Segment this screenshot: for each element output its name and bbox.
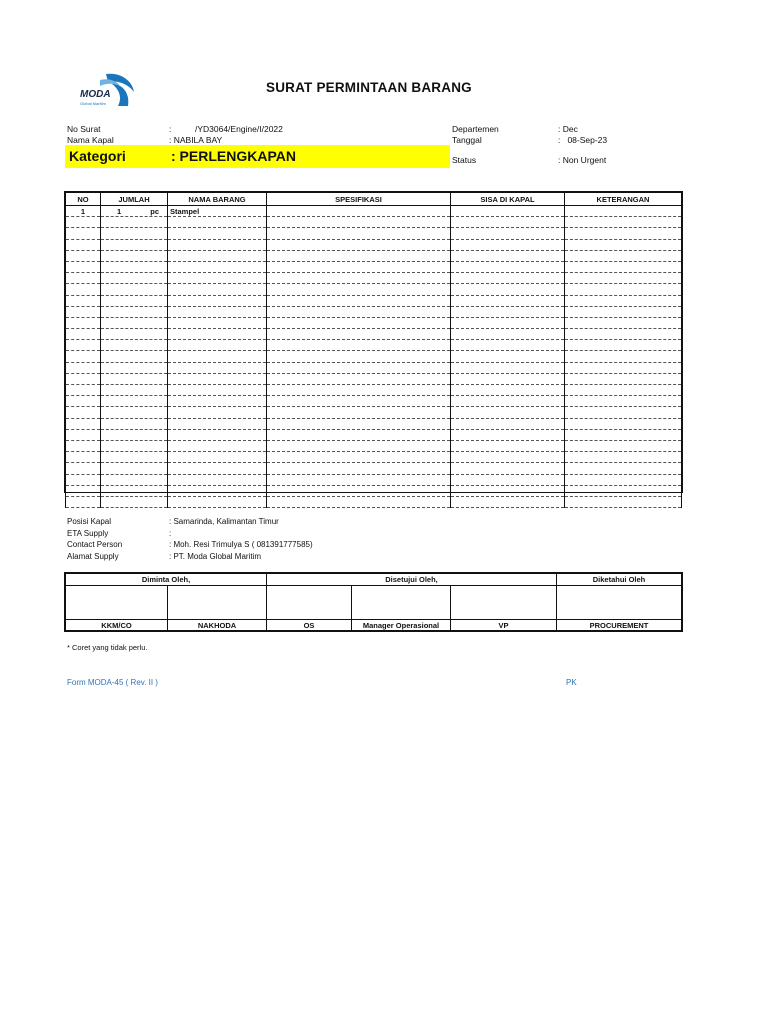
table-cell <box>565 362 682 373</box>
table-row <box>66 463 682 474</box>
posisi-label: Posisi Kapal <box>67 517 112 526</box>
role-procurement: PROCUREMENT <box>557 620 682 631</box>
table-cell <box>66 250 101 261</box>
table-row <box>66 329 682 340</box>
table-cell <box>267 418 451 429</box>
table-cell <box>168 385 267 396</box>
table-cell <box>267 362 451 373</box>
table-cell <box>451 362 565 373</box>
table-row <box>66 474 682 485</box>
table-cell <box>101 317 168 328</box>
tanggal-value: : 08-Sep-23 <box>558 135 608 145</box>
table-row <box>66 407 682 418</box>
cell-sisa-di-kapal <box>451 206 565 217</box>
table-cell <box>101 440 168 451</box>
role-vp: VP <box>451 620 557 631</box>
table-row <box>66 362 682 373</box>
table-row <box>66 206 682 217</box>
table-cell <box>168 250 267 261</box>
table-row <box>66 317 682 328</box>
jumlah-value: 1 <box>117 206 122 216</box>
table-cell <box>565 306 682 317</box>
table-cell <box>565 385 682 396</box>
table-row <box>66 273 682 284</box>
table-cell <box>451 385 565 396</box>
table-cell <box>267 496 451 507</box>
departemen-value: : Dec <box>558 124 578 134</box>
table-row <box>66 452 682 463</box>
table-cell <box>565 317 682 328</box>
table-cell <box>66 474 101 485</box>
contact-value: : Moh. Resi Trimulya S ( 081391777585) <box>169 540 313 549</box>
table-cell <box>66 261 101 272</box>
table-cell <box>267 250 451 261</box>
table-cell <box>168 228 267 239</box>
table-cell <box>565 463 682 474</box>
table-cell <box>101 496 168 507</box>
table-cell <box>451 452 565 463</box>
eta-label: ETA Supply <box>67 528 109 538</box>
table-cell <box>451 340 565 351</box>
table-row <box>66 396 682 407</box>
table-cell <box>565 440 682 451</box>
table-cell <box>101 261 168 272</box>
table-row <box>66 261 682 272</box>
table-row <box>66 440 682 451</box>
table-cell <box>66 273 101 284</box>
table-row <box>66 217 682 228</box>
table-cell <box>267 373 451 384</box>
table-cell <box>267 452 451 463</box>
role-os: OS <box>267 620 352 631</box>
supply-info <box>67 516 122 562</box>
table-cell <box>101 452 168 463</box>
signature-space-row <box>66 586 682 620</box>
cell-spesifikasi <box>267 206 451 217</box>
table-cell <box>168 474 267 485</box>
table-cell <box>168 306 267 317</box>
table-cell <box>168 407 267 418</box>
table-cell <box>565 340 682 351</box>
table-row <box>66 284 682 295</box>
table-cell <box>565 295 682 306</box>
items-table <box>64 191 683 493</box>
table-cell <box>267 284 451 295</box>
table-cell <box>451 418 565 429</box>
contact-label: Contact Person <box>67 540 123 549</box>
table-cell <box>101 429 168 440</box>
table-cell <box>168 362 267 373</box>
role-nakhoda: NAKHODA <box>168 620 267 631</box>
table-cell <box>565 329 682 340</box>
table-row <box>66 228 682 239</box>
kategori-value: : PERLENGKAPAN <box>171 148 296 164</box>
role-manager-operasional: Manager Operasional <box>352 620 451 631</box>
jumlah-unit: pc <box>150 206 159 216</box>
col-header-sisa-di-kapal: SISA DI KAPAL <box>451 193 565 206</box>
table-cell <box>168 273 267 284</box>
tanggal-label: Tanggal <box>452 135 482 145</box>
table-cell <box>565 261 682 272</box>
table-cell <box>66 284 101 295</box>
table-cell <box>101 228 168 239</box>
table-cell <box>66 329 101 340</box>
table-cell <box>267 317 451 328</box>
table-cell <box>565 273 682 284</box>
table-cell <box>565 407 682 418</box>
table-cell <box>66 306 101 317</box>
table-cell <box>168 239 267 250</box>
no-surat-value: : /YD3064/Engine/I/2022 <box>169 124 283 134</box>
table-cell <box>451 440 565 451</box>
table-cell <box>267 261 451 272</box>
table-cell <box>168 396 267 407</box>
table-cell <box>101 273 168 284</box>
table-cell <box>267 463 451 474</box>
signature-box-os <box>267 586 352 620</box>
table-cell <box>451 429 565 440</box>
table-cell <box>451 273 565 284</box>
table-row <box>66 295 682 306</box>
table-cell <box>66 407 101 418</box>
signature-box-manager <box>352 586 451 620</box>
alamat-label: Alamat Supply <box>67 551 119 561</box>
table-cell <box>451 228 565 239</box>
table-cell <box>168 496 267 507</box>
table-cell <box>267 295 451 306</box>
table-cell <box>66 362 101 373</box>
signature-table <box>64 572 683 632</box>
form-code: Form MODA-45 ( Rev. II ) <box>67 678 158 687</box>
table-cell <box>66 463 101 474</box>
table-row <box>66 340 682 351</box>
table-cell <box>451 351 565 362</box>
table-cell <box>66 429 101 440</box>
table-row <box>66 418 682 429</box>
table-cell <box>101 407 168 418</box>
table-cell <box>168 373 267 384</box>
footnote: * Coret yang tidak perlu. <box>67 643 148 652</box>
table-cell <box>66 351 101 362</box>
table-cell <box>101 474 168 485</box>
table-cell <box>66 239 101 250</box>
table-cell <box>101 362 168 373</box>
table-cell <box>101 329 168 340</box>
table-cell <box>451 329 565 340</box>
table-row <box>66 351 682 362</box>
table-header-row <box>66 193 682 206</box>
table-cell <box>565 351 682 362</box>
table-cell <box>267 351 451 362</box>
table-row <box>66 496 682 507</box>
table-cell <box>101 485 168 496</box>
table-cell <box>168 329 267 340</box>
supply-info-values <box>169 516 313 562</box>
table-cell <box>565 429 682 440</box>
table-cell <box>267 228 451 239</box>
table-cell <box>66 317 101 328</box>
logo-text: MODA <box>80 89 111 100</box>
table-cell <box>565 396 682 407</box>
eta-value: : <box>169 528 172 538</box>
kategori-label: Kategori <box>69 148 126 164</box>
table-cell <box>267 407 451 418</box>
table-cell <box>66 452 101 463</box>
table-cell <box>451 284 565 295</box>
table-cell <box>168 295 267 306</box>
table-cell <box>66 373 101 384</box>
cell-nama-barang: Stampel <box>168 206 267 217</box>
logo-subtitle: Global Maritim <box>80 101 106 106</box>
nama-kapal-label: Nama Kapal <box>67 135 114 145</box>
table-row <box>66 385 682 396</box>
table-cell <box>168 284 267 295</box>
table-cell <box>451 239 565 250</box>
table-cell <box>101 250 168 261</box>
table-cell <box>101 295 168 306</box>
table-cell <box>168 440 267 451</box>
diketahui-oleh-label: Diketahui Oleh <box>557 574 682 586</box>
table-cell <box>267 440 451 451</box>
col-header-keterangan: KETERANGAN <box>565 193 682 206</box>
table-cell <box>168 485 267 496</box>
status-label: Status <box>452 155 477 165</box>
table-row <box>66 250 682 261</box>
col-header-spesifikasi: SPESIFIKASI <box>267 193 451 206</box>
table-cell <box>66 340 101 351</box>
table-cell <box>101 217 168 228</box>
table-cell <box>168 340 267 351</box>
table-cell <box>267 306 451 317</box>
table-cell <box>565 250 682 261</box>
table-cell <box>267 485 451 496</box>
table-cell <box>66 385 101 396</box>
table-cell <box>565 485 682 496</box>
table-cell <box>451 474 565 485</box>
table-cell <box>101 351 168 362</box>
table-row <box>66 485 682 496</box>
table-cell <box>267 396 451 407</box>
table-cell <box>267 217 451 228</box>
table-cell <box>168 261 267 272</box>
table-cell <box>451 295 565 306</box>
table-cell <box>101 385 168 396</box>
table-cell <box>565 496 682 507</box>
status-value: : Non Urgent <box>558 155 607 165</box>
cell-jumlah <box>101 206 168 217</box>
table-cell <box>101 239 168 250</box>
table-cell <box>451 317 565 328</box>
table-cell <box>168 317 267 328</box>
table-cell <box>451 261 565 272</box>
table-cell <box>565 217 682 228</box>
table-row <box>66 373 682 384</box>
table-cell <box>101 463 168 474</box>
table-cell <box>451 306 565 317</box>
signature-box-procurement <box>557 586 682 620</box>
table-cell <box>101 396 168 407</box>
cell-keterangan <box>565 206 682 217</box>
role-kkm-co: KKM/CO <box>66 620 168 631</box>
signature-box-vp <box>451 586 557 620</box>
table-cell <box>451 396 565 407</box>
table-cell <box>66 228 101 239</box>
signature-roles-row <box>66 620 682 631</box>
table-cell <box>451 485 565 496</box>
table-cell <box>101 418 168 429</box>
table-cell <box>565 474 682 485</box>
table-cell <box>168 452 267 463</box>
document-title: SURAT PERMINTAAN BARANG <box>266 80 472 95</box>
table-cell <box>451 373 565 384</box>
table-cell <box>66 418 101 429</box>
table-cell <box>565 373 682 384</box>
table-cell <box>101 284 168 295</box>
diminta-oleh-label: Diminta Oleh, <box>66 574 267 586</box>
table-cell <box>101 306 168 317</box>
table-cell <box>267 474 451 485</box>
table-cell <box>451 407 565 418</box>
nama-kapal-value: : NABILA BAY <box>169 135 223 145</box>
table-cell <box>565 452 682 463</box>
posisi-value: : Samarinda, Kalimantan Timur <box>169 517 279 526</box>
table-cell <box>565 284 682 295</box>
table-cell <box>101 340 168 351</box>
table-cell <box>168 351 267 362</box>
company-logo <box>78 70 138 112</box>
no-surat-label: No Surat <box>67 124 101 134</box>
signature-header-row <box>66 574 682 586</box>
table-cell <box>565 418 682 429</box>
table-cell <box>66 217 101 228</box>
table-cell <box>101 373 168 384</box>
table-cell <box>267 385 451 396</box>
table-row <box>66 306 682 317</box>
table-cell <box>66 485 101 496</box>
table-cell <box>451 496 565 507</box>
table-cell <box>267 329 451 340</box>
col-header-jumlah: JUMLAH <box>101 193 168 206</box>
pk-label: PK <box>566 678 577 687</box>
table-cell <box>451 217 565 228</box>
table-cell <box>66 396 101 407</box>
disetujui-oleh-label: Disetujui Oleh, <box>267 574 557 586</box>
table-row <box>66 429 682 440</box>
table-cell <box>168 429 267 440</box>
table-cell <box>451 250 565 261</box>
table-cell <box>168 418 267 429</box>
signature-box-nakhoda <box>168 586 267 620</box>
departemen-label: Departemen <box>452 124 499 134</box>
alamat-value: : PT. Moda Global Maritim <box>169 551 262 561</box>
table-cell <box>565 239 682 250</box>
table-cell <box>66 440 101 451</box>
table-cell <box>168 463 267 474</box>
table-cell <box>66 496 101 507</box>
table-cell <box>565 228 682 239</box>
table-row <box>66 239 682 250</box>
cell-no: 1 <box>66 206 101 217</box>
signature-box-kkm <box>66 586 168 620</box>
table-cell <box>267 273 451 284</box>
table-cell <box>267 239 451 250</box>
table-cell <box>267 340 451 351</box>
col-header-nama-barang: NAMA BARANG <box>168 193 267 206</box>
table-cell <box>451 463 565 474</box>
table-cell <box>168 217 267 228</box>
table-cell <box>267 429 451 440</box>
col-header-no: NO <box>66 193 101 206</box>
table-cell <box>66 295 101 306</box>
